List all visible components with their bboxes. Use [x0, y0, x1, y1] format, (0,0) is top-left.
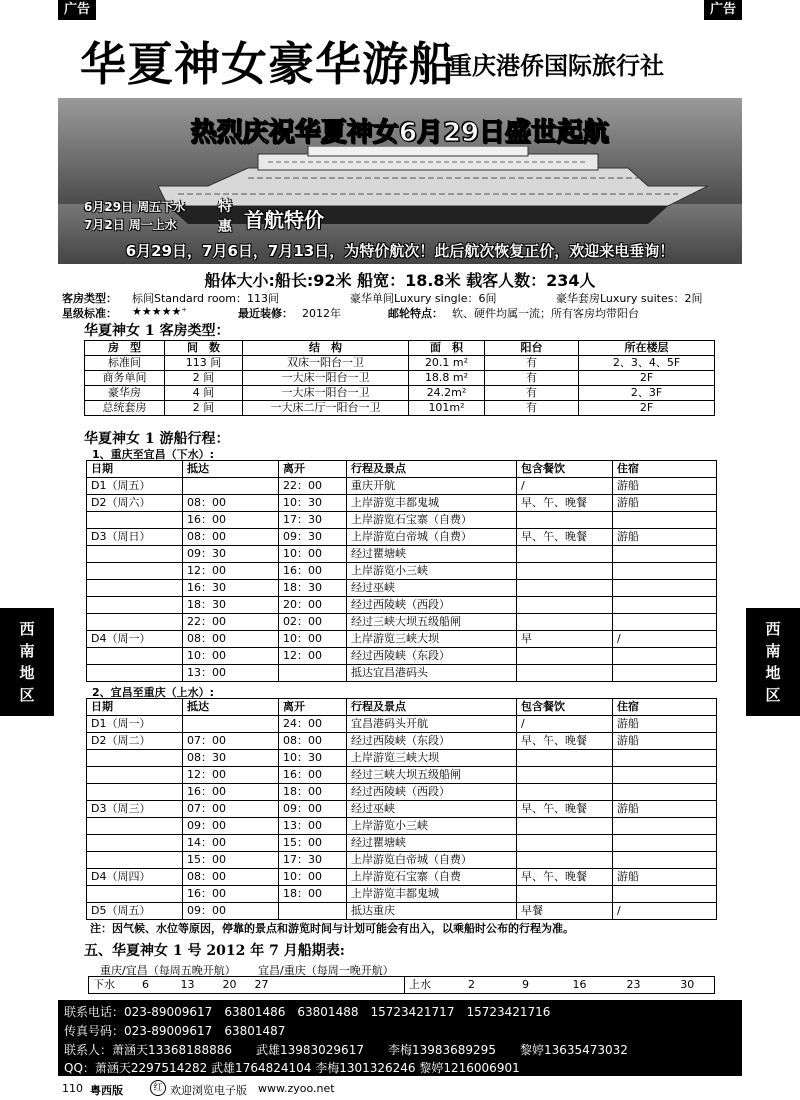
- itin-cell: 07：00: [183, 733, 279, 750]
- room-cell: 113 间: [165, 356, 243, 371]
- itin-cell: 上岸游览白帝城（自费）: [347, 529, 517, 546]
- itin-cell: 08：00: [279, 733, 347, 750]
- itin-cell: 上岸游览白帝城（自费）: [347, 852, 517, 869]
- itin-cell: [517, 784, 613, 801]
- renovation-year: 2012年: [302, 307, 341, 320]
- itin-cell: D1（周五）: [87, 478, 183, 495]
- itin-cell: D3（周三）: [87, 801, 183, 818]
- itin-cell: [517, 767, 613, 784]
- itin-cell: [613, 512, 717, 529]
- itin-table-header: [87, 461, 717, 478]
- table-row: [87, 478, 717, 495]
- up-label: 上水: [405, 977, 445, 994]
- region-label-right: [746, 608, 800, 716]
- schedule-row: [89, 977, 715, 994]
- itin-cell: 16：00: [183, 784, 279, 801]
- itin-cell: 15：00: [183, 852, 279, 869]
- ad-tag-right: 广告: [704, 0, 742, 20]
- itin-cell: [613, 784, 717, 801]
- room-cell: 2F: [579, 371, 715, 386]
- ship-dimensions: 船体大小:船长:92米 船宽：18.8米 载客人数：234人: [204, 271, 596, 290]
- room-cell: 有: [485, 386, 579, 401]
- itin-cell: 18：00: [279, 886, 347, 903]
- agency-name: 重庆港侨国际旅行社: [448, 52, 664, 80]
- itin-cell: 08：00: [183, 495, 279, 512]
- itin-header-cell: 行程及景点: [347, 461, 517, 478]
- room-row: [85, 371, 715, 386]
- itin-cell: 08：00: [183, 529, 279, 546]
- itin-cell: 16：00: [279, 767, 347, 784]
- itin-header-cell: 抵达: [183, 699, 279, 716]
- itin-cell: 14：00: [183, 835, 279, 852]
- itin-cell: [517, 835, 613, 852]
- cruise-banner: [58, 98, 742, 264]
- room-cell: 有: [485, 401, 579, 416]
- region-char: 西: [19, 620, 35, 638]
- contact-phone: 联系电话：023-89009617 63801486 63801488 15723421717 15723421716: [64, 1005, 551, 1019]
- itin-cell: 09：30: [183, 546, 279, 563]
- itin-cell: [87, 512, 183, 529]
- itin-cell: 09：30: [279, 529, 347, 546]
- room-cell: 总统套房: [85, 401, 165, 416]
- itin-cell: 宜昌港码头开航: [347, 716, 517, 733]
- itin-cell: 10：00: [183, 648, 279, 665]
- region-char: 南: [765, 642, 781, 660]
- itinerary-note: 注：因气候、水位等原因，停靠的景点和游览时间与计划可能会有出入，以乘船时公布的行程为准。: [90, 922, 574, 935]
- room-cell: 有: [485, 356, 579, 371]
- itin-header-cell: 离开: [279, 699, 347, 716]
- table-row: [87, 733, 717, 750]
- down-label: 下水: [89, 977, 125, 994]
- itin-cell: 经过西陵峡（西段）: [347, 597, 517, 614]
- itin-cell: [87, 665, 183, 682]
- contact-block: [58, 1000, 742, 1076]
- itin-cell: 12：00: [183, 563, 279, 580]
- itin-cell: 17：30: [279, 852, 347, 869]
- itin-cell: [87, 750, 183, 767]
- itin-cell: [613, 835, 717, 852]
- itin-cell: 08：30: [183, 750, 279, 767]
- itin-cell: 游船: [613, 529, 717, 546]
- upstream-itinerary-table: [86, 698, 717, 920]
- itin-cell: [183, 478, 279, 495]
- room-header-cell: 间 数: [165, 341, 243, 356]
- room-types-label: 客房类型：: [62, 292, 117, 305]
- features-label: 邮轮特点：: [388, 307, 443, 320]
- itin-cell: 16：00: [183, 512, 279, 529]
- itin-cell: 上岸游览小三峡: [347, 563, 517, 580]
- room-cell: 2 间: [165, 371, 243, 386]
- room-cell: 2 间: [165, 401, 243, 416]
- up-date: 2: [445, 977, 499, 994]
- contact-qq: QQ：萧涵天2297514282 武雄1764824104 李梅1301326246 黎婷1216006901: [64, 1061, 520, 1075]
- itin-cell: [279, 665, 347, 682]
- itin-cell: 上岸游览三峡大坝: [347, 750, 517, 767]
- features-text: 软、硬件均属一流；所有客房均带阳台: [452, 307, 639, 320]
- itin-cell: [87, 818, 183, 835]
- itin-cell: D2（周六）: [87, 495, 183, 512]
- itin-cell: /: [613, 631, 717, 648]
- room-row: [85, 356, 715, 371]
- itin-cell: 早餐: [517, 903, 613, 920]
- itin-cell: 早、午、晚餐: [517, 869, 613, 886]
- itin-cell: [517, 512, 613, 529]
- itin-cell: 24：00: [279, 716, 347, 733]
- itin-cell: [613, 580, 717, 597]
- itin-cell: [517, 852, 613, 869]
- up-date: 30: [661, 977, 715, 994]
- itin-cell: 经过瞿塘峡: [347, 835, 517, 852]
- itin-cell: [183, 716, 279, 733]
- itin-header-cell: 住宿: [613, 699, 717, 716]
- itin-cell: [613, 665, 717, 682]
- room-header-cell: 房 型: [85, 341, 165, 356]
- itin-cell: 早、午、晚餐: [517, 733, 613, 750]
- itin-cell: [87, 614, 183, 631]
- itin-cell: 02：00: [279, 614, 347, 631]
- itin-cell: D4（周一）: [87, 631, 183, 648]
- itin-cell: [87, 784, 183, 801]
- itin-cell: 16：30: [183, 580, 279, 597]
- itin-cell: 10：30: [279, 495, 347, 512]
- region-char: 区: [19, 686, 35, 704]
- itin-cell: 经过三峡大坝五级船闸: [347, 767, 517, 784]
- table-row: [87, 563, 717, 580]
- table-row: [87, 716, 717, 733]
- itin-cell: [517, 886, 613, 903]
- room-cell: 101m²: [409, 401, 485, 416]
- table-row: [87, 529, 717, 546]
- itin-cell: [613, 614, 717, 631]
- page-number: 110: [62, 1082, 83, 1095]
- itin-cell: 20：00: [279, 597, 347, 614]
- itin-cell: 10：30: [279, 750, 347, 767]
- itin-cell: 18：00: [279, 784, 347, 801]
- itin-cell: 17：30: [279, 512, 347, 529]
- room-cell: 2、3F: [579, 386, 715, 401]
- first-voyage-special: 首航特价: [244, 208, 324, 232]
- luxury-single-count: 豪华单间Luxury single：6间: [350, 292, 497, 305]
- itin-cell: 经过瞿塘峡: [347, 546, 517, 563]
- down-date: 27: [251, 977, 405, 994]
- itin-header-cell: 包含餐饮: [517, 461, 613, 478]
- room-cell: 有: [485, 371, 579, 386]
- itin-cell: 16：00: [183, 886, 279, 903]
- page-title: 华夏神女豪华游船: [80, 37, 456, 91]
- itin-cell: 09：00: [279, 801, 347, 818]
- first-voyage-date-1: 6月29日 周五下水: [84, 200, 186, 214]
- itin-cell: 18：30: [183, 597, 279, 614]
- downstream-title: 1、重庆至宜昌（下水）:: [92, 448, 215, 461]
- itin-cell: 18：30: [279, 580, 347, 597]
- table-row: [87, 903, 717, 920]
- up-date: 9: [499, 977, 553, 994]
- itin-cell: [613, 648, 717, 665]
- room-header-cell: 面 积: [409, 341, 485, 356]
- table-row: [87, 580, 717, 597]
- itin-cell: [517, 546, 613, 563]
- room-header-cell: 所在楼层: [579, 341, 715, 356]
- itin-cell: 早: [517, 631, 613, 648]
- itin-header-cell: 日期: [87, 699, 183, 716]
- table-row: [87, 886, 717, 903]
- room-cell: 4 间: [165, 386, 243, 401]
- room-table-header: [85, 341, 715, 356]
- down-date: 6: [125, 977, 167, 994]
- table-row: [87, 495, 717, 512]
- itin-cell: 08：00: [183, 631, 279, 648]
- table-row: [87, 512, 717, 529]
- region-char: 地: [765, 664, 781, 682]
- region-char: 南: [19, 642, 35, 660]
- contact-people: 联系人：萧涵天13368188886 武雄13983029617 李梅13983689295 黎婷13635473032: [64, 1043, 628, 1057]
- itin-cell: 12：00: [279, 648, 347, 665]
- renovation-label: 最近装修：: [238, 307, 293, 320]
- table-row: [87, 665, 717, 682]
- itin-cell: D5（周五）: [87, 903, 183, 920]
- itin-cell: 上岸游览小三峡: [347, 818, 517, 835]
- itin-cell: 22：00: [279, 478, 347, 495]
- cruise-ship-image: [148, 146, 708, 226]
- itin-cell: [517, 750, 613, 767]
- room-row: [85, 386, 715, 401]
- itin-cell: [613, 597, 717, 614]
- room-cell: 商务单间: [85, 371, 165, 386]
- itin-cell: 上岸游览丰都鬼城: [347, 495, 517, 512]
- itin-cell: [87, 767, 183, 784]
- itinerary-title: 华夏神女 1 游船行程：: [84, 431, 230, 447]
- down-date: 20: [209, 977, 251, 994]
- standard-room-count: 标间Standard room：113间: [132, 292, 279, 305]
- table-row: [87, 750, 717, 767]
- table-row: [87, 648, 717, 665]
- itin-cell: [517, 818, 613, 835]
- itin-cell: 经过巫峡: [347, 580, 517, 597]
- table-row: [87, 852, 717, 869]
- itin-cell: [517, 563, 613, 580]
- itin-cell: [87, 546, 183, 563]
- room-cell: 2、3、4、5F: [579, 356, 715, 371]
- region-char: 西: [765, 620, 781, 638]
- table-row: [87, 818, 717, 835]
- region-label-left: [0, 608, 54, 716]
- itin-cell: [517, 648, 613, 665]
- itin-cell: 游船: [613, 869, 717, 886]
- itin-cell: 16：00: [279, 563, 347, 580]
- itin-cell: 游船: [613, 495, 717, 512]
- itin-cell: [517, 597, 613, 614]
- room-section-title: 华夏神女 1 客房类型：: [84, 323, 230, 339]
- itin-cell: 上岸游览石宝寨（自费）: [347, 512, 517, 529]
- room-cell: 18.8 m²: [409, 371, 485, 386]
- room-cell: 24.2m²: [409, 386, 485, 401]
- banner-headline: 热烈庆祝华夏神女6月29日盛世起航: [190, 118, 610, 148]
- itin-cell: [517, 580, 613, 597]
- ad-tag-left: 广告: [58, 0, 96, 20]
- itin-cell: 经过西陵峡（东段）: [347, 733, 517, 750]
- up-date: 16: [553, 977, 607, 994]
- itin-cell: [613, 546, 717, 563]
- room-cell: 标准间: [85, 356, 165, 371]
- itin-cell: 22：00: [183, 614, 279, 631]
- room-cell: 一大床二厅一阳台一卫: [243, 401, 409, 416]
- up-date: 23: [607, 977, 661, 994]
- itin-cell: 上岸游览三峡大坝: [347, 631, 517, 648]
- itin-cell: 12：00: [183, 767, 279, 784]
- badge-icon: 红: [150, 1080, 166, 1096]
- itin-cell: [613, 886, 717, 903]
- itin-cell: [87, 580, 183, 597]
- itin-cell: 08：00: [183, 869, 279, 886]
- itin-cell: 07：00: [183, 801, 279, 818]
- room-cell: 豪华房: [85, 386, 165, 401]
- footer-url[interactable]: www.zyoo.net: [258, 1082, 335, 1095]
- room-header-cell: 阳台: [485, 341, 579, 356]
- itin-cell: 早、午、晚餐: [517, 495, 613, 512]
- table-row: [87, 801, 717, 818]
- down-date: 13: [167, 977, 209, 994]
- itin-cell: D3（周日）: [87, 529, 183, 546]
- sailing-schedule-table: [88, 976, 715, 994]
- itin-cell: 抵达宜昌港码头: [347, 665, 517, 682]
- itin-cell: [87, 648, 183, 665]
- itin-header-cell: 包含餐饮: [517, 699, 613, 716]
- itin-cell: [613, 852, 717, 869]
- itin-header-cell: 行程及景点: [347, 699, 517, 716]
- upstream-title: 2、宜昌至重庆（上水）:: [92, 686, 215, 699]
- itin-cell: 经过西陵峡（西段）: [347, 784, 517, 801]
- itin-cell: D1（周一）: [87, 716, 183, 733]
- itin-cell: 早、午、晚餐: [517, 529, 613, 546]
- table-row: [87, 597, 717, 614]
- itin-cell: 经过三峡大坝五级船闸: [347, 614, 517, 631]
- itin-cell: D2（周二）: [87, 733, 183, 750]
- itin-cell: 上岸游览石宝寨（自费: [347, 869, 517, 886]
- itin-cell: [87, 563, 183, 580]
- star-rating: ★★★★★⁺: [132, 305, 188, 318]
- itin-cell: 10：00: [279, 546, 347, 563]
- room-header-cell: 结 构: [243, 341, 409, 356]
- itin-table-header: [87, 699, 717, 716]
- itin-cell: 游船: [613, 478, 717, 495]
- itin-cell: 15：00: [279, 835, 347, 852]
- itin-cell: 重庆开航: [347, 478, 517, 495]
- itin-cell: [87, 886, 183, 903]
- itin-cell: /: [613, 903, 717, 920]
- room-cell: 一大床一阳台一卫: [243, 386, 409, 401]
- room-row: [85, 401, 715, 416]
- down-caption: 重庆/宜昌（每周五晚开航）: [100, 964, 236, 977]
- table-row: [87, 835, 717, 852]
- itin-cell: [87, 835, 183, 852]
- itin-cell: [613, 563, 717, 580]
- itin-cell: 上岸游览丰都鬼城: [347, 886, 517, 903]
- downstream-itinerary-table: [86, 460, 717, 682]
- schedule-title: 五、华夏神女 1 号 2012 年 7 月船期表:: [84, 943, 345, 959]
- special-mark-2: 惠: [218, 219, 232, 235]
- itin-cell: 游船: [613, 733, 717, 750]
- edition-label: 粤西版: [90, 1084, 123, 1097]
- itin-cell: 经过巫峡: [347, 801, 517, 818]
- itin-header-cell: 抵达: [183, 461, 279, 478]
- itin-header-cell: 日期: [87, 461, 183, 478]
- itin-cell: 09：00: [183, 818, 279, 835]
- itin-cell: 早、午、晚餐: [517, 801, 613, 818]
- star-label: 星级标准：: [62, 307, 117, 320]
- itin-cell: 游船: [613, 716, 717, 733]
- itin-cell: 抵达重庆: [347, 903, 517, 920]
- itin-cell: 09：00: [183, 903, 279, 920]
- itin-cell: 10：00: [279, 869, 347, 886]
- room-type-table: [84, 340, 715, 416]
- itin-cell: [517, 614, 613, 631]
- itin-cell: 游船: [613, 801, 717, 818]
- itin-cell: [87, 597, 183, 614]
- itin-cell: 13：00: [279, 818, 347, 835]
- region-char: 地: [19, 664, 35, 682]
- itin-header-cell: 离开: [279, 461, 347, 478]
- itin-cell: [87, 852, 183, 869]
- itin-cell: /: [517, 716, 613, 733]
- room-cell: 20.1 m²: [409, 356, 485, 371]
- special-voyage-notice: 6月29日，7月6日，7月13日，为特价航次！此后航次恢复正价，欢迎来电垂询！: [125, 242, 675, 260]
- room-cell: 2F: [579, 401, 715, 416]
- itin-cell: [517, 665, 613, 682]
- itin-cell: 经过西陵峡（东段）: [347, 648, 517, 665]
- table-row: [87, 546, 717, 563]
- itin-cell: [613, 818, 717, 835]
- itin-cell: [279, 903, 347, 920]
- itin-header-cell: 住宿: [613, 461, 717, 478]
- table-row: [87, 767, 717, 784]
- special-mark-1: 特: [218, 199, 232, 215]
- first-voyage-date-2: 7月2日 周一上水: [84, 218, 177, 232]
- itin-cell: [613, 750, 717, 767]
- contact-fax: 传真号码：023-89009617 63801487: [64, 1024, 286, 1038]
- itin-cell: 13：00: [183, 665, 279, 682]
- table-row: [87, 869, 717, 886]
- table-row: [87, 614, 717, 631]
- itin-cell: [613, 767, 717, 784]
- room-cell: 双床一阳台一卫: [243, 356, 409, 371]
- table-row: [87, 631, 717, 648]
- up-caption: 宜昌/重庆（每周一晚开航）: [258, 964, 394, 977]
- luxury-suite-count: 豪华套房Luxury suites：2间: [556, 292, 703, 305]
- room-cell: 一大床一阳台一卫: [243, 371, 409, 386]
- itin-cell: /: [517, 478, 613, 495]
- itin-cell: 10：00: [279, 631, 347, 648]
- itin-cell: D4（周四）: [87, 869, 183, 886]
- footer-slogan: 欢迎浏览电子版: [170, 1084, 247, 1097]
- region-char: 区: [765, 686, 781, 704]
- table-row: [87, 784, 717, 801]
